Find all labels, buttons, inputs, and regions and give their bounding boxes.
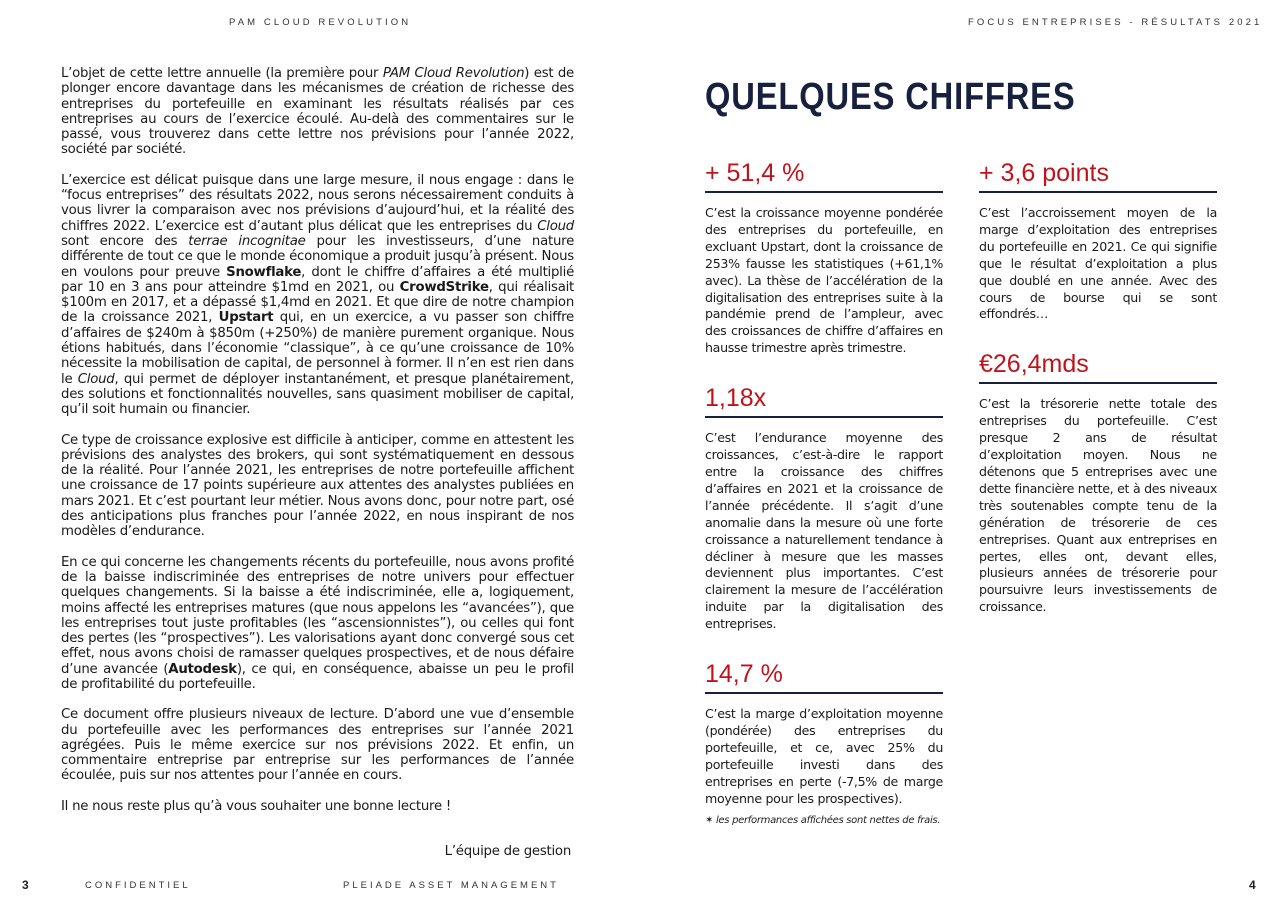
- page-number-left: 3: [22, 878, 29, 892]
- text-run: L’exercice est délicat puisque dans une large mesure, il nous engage : dans le “focus entreprises” des résultats 2022, nous serons nécessairement conduits à vous livrer la comparaison avec nos prévisions d’aujourd’hui, et la réalité des chiffres 2022. L’exercice est d’autant plus délicat que les entreprises du: [61, 172, 574, 234]
- text-run: , dont le chiffre d’affaires a été multiplié par 10 en 3 ans pour atteindre $1md en 2021, ou: [61, 264, 574, 295]
- text-run: Ce type de croissance explosive est difficile à anticiper, comme en attestent les prévisions des analystes des brokers, qui sont systématiquement en dessous de la réalité. Pour l’année 2021, les entreprises de notre portefeuille affichent une croissance de 17 points supérieure aux attentes des analystes publiées en mars 2021. Et c’est pourtant leur métier. Nous avons donc, pour notre part, osé des anticipations plus franches pour l’année 2022, en nous inspirant de nos modèles d’endurance.: [61, 432, 574, 540]
- footer-company: PLEIADE ASSET MANAGEMENT: [343, 880, 559, 891]
- footer-confidential: CONFIDENTIEL: [85, 880, 191, 891]
- section-title: QUELQUES CHIFFRES: [705, 76, 1076, 118]
- text-run: pour les investisseurs, d’une nature différente de tout ce que le monde économique a produit jusqu’à présent. Nous en voulons pour preuve: [61, 233, 574, 280]
- italic-text: Cloud: [77, 371, 115, 387]
- text-run: ), ce qui, en conséquence, abaisse un peu le profil de profitabilité du portefeuille.: [61, 661, 575, 692]
- stat-card: [705, 659, 943, 807]
- text-run: En ce qui concerne les changements récents du portefeuille, nous avons profité de la baisse indiscriminée des entreprises de notre univers pour effectuer quelques changements. Si la baisse a été indiscriminée, elle a, logiquement, moins affecté les entreprises matures (que nous appelons les “avancées”), que les entreprises tout juste profitables (les “ascensionnistes”), ou celles qui font des pertes (les “prospectives”). Les valorisations ayant donc convergé sous cet effet, nous avons choisi de ramasser quelques prospectives, et de nous défaire d’une avancée (: [61, 554, 574, 677]
- stat-value: 14,7 %: [705, 659, 943, 694]
- stat-card: [705, 383, 943, 633]
- stat-card: [705, 158, 943, 357]
- bold-text: CrowdStrike: [399, 279, 489, 295]
- page-number-right: 4: [1249, 878, 1256, 892]
- running-header-left: PAM CLOUD REVOLUTION: [229, 17, 412, 28]
- stat-card: [979, 349, 1217, 616]
- running-header-right: FOCUS ENTREPRISES - RÉSULTATS 2021: [968, 17, 1263, 28]
- bold-text: Snowflake: [226, 264, 302, 280]
- stat-description: C’est la trésorerie nette totale des entreprises du portefeuille. C’est presque 2 ans de résultat d’exploitation moyen. Nous ne détenons que 5 entreprises avec une dette financière nette, et à des niveaux très soutenables compte tenu de la génération de trésorerie de ces entreprises. Quant aux entreprises en pertes, elles ont, devant elles, plusieurs années de trésorerie pour poursuivre leurs investissements de croissance.: [979, 396, 1217, 615]
- stats-column-1: [705, 158, 943, 833]
- text-run: , qui permet de déployer instantanément, et presque planétairement, des solutions et fonctionnalités nouvelles, sans quasiment mobiliser de capital, qu’il soit humain ou financier.: [61, 371, 574, 418]
- text-run: L’objet de cette lettre annuelle (la première pour: [61, 66, 383, 81]
- body-paragraph: [61, 799, 574, 814]
- stat-value: €26,4mds: [979, 349, 1217, 384]
- bold-text: Upstart: [218, 310, 274, 326]
- text-run: sont encore des: [61, 233, 189, 249]
- footnote: ✶ les performances affichées sont nettes de frais.: [705, 815, 941, 826]
- italic-text: Cloud: [537, 218, 574, 234]
- stat-description: C’est la croissance moyenne pondérée des entreprises du portefeuille, en excluant Upstart, dont la croissance de 253% fausse les statistiques (+61,1% avec). La thèse de l’accélération de la digitalisation des entreprises suite à la pandémie prend de l’ampleur, avec des croissances de chiffre d’affaires en hausse trimestre après trimestre.: [705, 205, 943, 356]
- text-run: ) est de plonger encore davantage dans les mécanismes de création de richesse des entreprises du portefeuille en examinant les résultats réalisés par ces entreprises au cours de l’exercice écoulé. Au-delà des commentaires sur le passé, vous trouverez dans cette lettre nos prévisions pour l’année 2022, société par société.: [61, 66, 574, 158]
- italic-text: PAM Cloud Revolution: [382, 66, 525, 81]
- text-run: qui, en un exercice, a vu passer son chiffre d’affaires de $240m à $850m (+250%) de manière purement organique. Nous étions habitués, dans l’économie “classique”, à ce qu’une croissance de 10% nécessite la mobilisation de capital, de personnel à former. Il n’en est rien dans le: [61, 310, 574, 387]
- stats-column-2: [979, 158, 1217, 642]
- stat-value: + 3,6 points: [979, 158, 1217, 193]
- text-run: , qui réalisait $100m en 2017, et a dépassé $1,4md en 2021. Et que dire de notre champion de la croissance 2021,: [61, 279, 574, 326]
- stat-value: 1,18x: [705, 383, 943, 418]
- text-run: Il ne nous reste plus qu’à vous souhaiter une bonne lecture !: [61, 798, 451, 814]
- signature: L’équipe de gestion: [444, 844, 571, 860]
- body-paragraph: [61, 707, 574, 783]
- text-run: Ce document offre plusieurs niveaux de lecture. D’abord une vue d’ensemble du portefeuille avec les performances des entreprises sur l’année 2021 agrégées. Puis le même exercice sur nos prévisions 2022. Et enfin, un commentaire entreprise par entreprise sur les performances de l’année écoulée, puis sur nos attentes pour l’année en cours.: [61, 707, 574, 784]
- body-text: [61, 66, 574, 874]
- body-paragraph: [61, 555, 574, 693]
- stat-description: C’est l’accroissement moyen de la marge d’exploitation des entreprises du portefeuille en 2021. Ce qui signifie que le résultat d’exploitation a plus que doublé en une année. Avec des cours de bourse qui se sont effondrés…: [979, 205, 1217, 322]
- body-paragraph: [61, 433, 574, 540]
- body-paragraph: [61, 173, 574, 418]
- stat-card: [979, 158, 1217, 323]
- stat-description: C’est la marge d’exploitation moyenne (pondérée) des entreprises du portefeuille, et ce, avec 25% du portefeuille investi dans des entreprises en perte (-7,5% de marge moyenne pour les prospectives).: [705, 706, 943, 806]
- stat-value: + 51,4 %: [705, 158, 943, 193]
- bold-text: Autodesk: [168, 661, 237, 677]
- italic-text: terrae incognitae: [188, 233, 306, 249]
- stat-description: C’est l’endurance moyenne des croissances, c’est-à-dire le rapport entre la croissance des chiffres d’affaires en 2021 et la croissance de l’année précédente. Il s’agit d’une anomalie dans la mesure où une forte croissance a naturellement tendance à décliner à mesure que les masses deviennent plus importantes. C’est clairement la mesure de l’accélération induite par la digitalisation des entreprises.: [705, 430, 943, 632]
- body-paragraph: [61, 66, 574, 158]
